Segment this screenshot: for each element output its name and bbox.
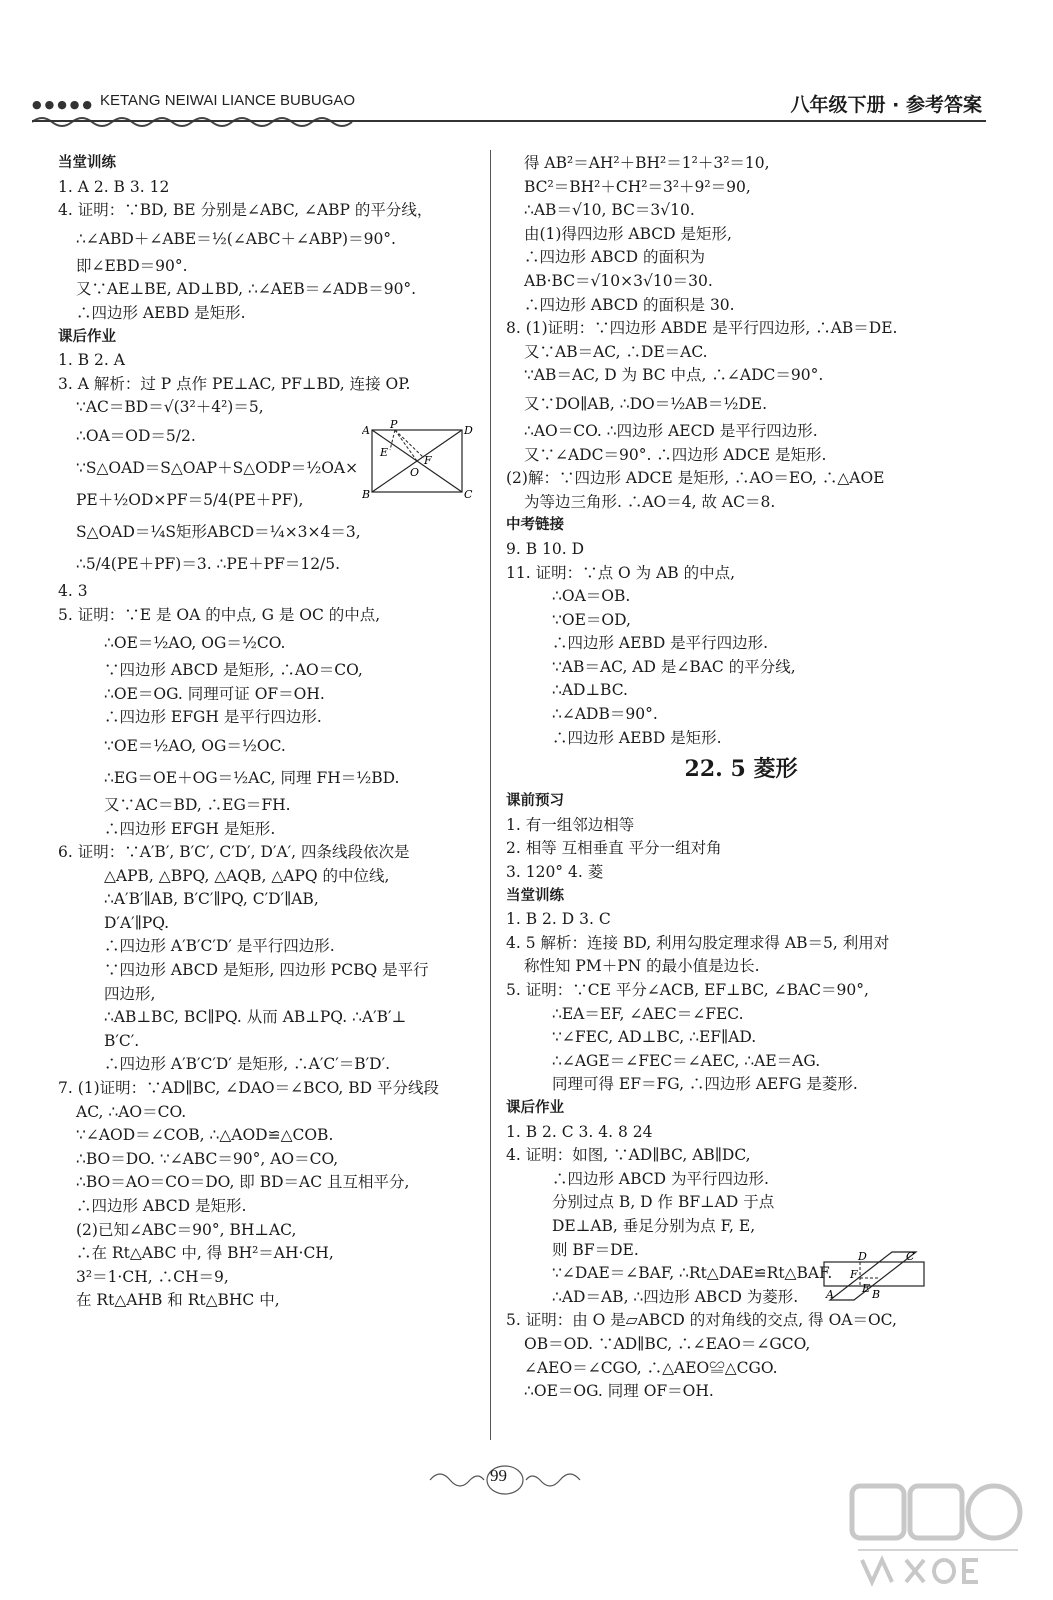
label-d2: D bbox=[858, 1250, 867, 1263]
text-line: 即∠EBD＝90°. bbox=[76, 256, 188, 275]
label-f2: F bbox=[850, 1268, 858, 1281]
text-line: 1. B 2. D 3. C bbox=[506, 910, 611, 929]
rhombus-strips-figure bbox=[820, 1248, 930, 1306]
text-line: ∴OA＝OB. bbox=[552, 587, 631, 606]
section-heading: 当堂训练 bbox=[58, 155, 116, 171]
text-line: ∴四边形 A′B′C′D′ 是平行四边形. bbox=[104, 937, 335, 956]
label-b: B bbox=[362, 488, 371, 501]
text-line: ∴在 Rt△ABC 中, 得 BH²＝AH·CH, bbox=[76, 1244, 334, 1263]
text-line: 9. B 10. D bbox=[506, 539, 585, 558]
text-line: 同理可得 EF＝FG, ∴四边形 AEFG 是菱形. bbox=[552, 1075, 858, 1094]
text-line: ∴∠ADB＝90°. bbox=[552, 705, 658, 724]
page-number bbox=[420, 1460, 590, 1500]
text-line: 5. 证明：∵CE 平分∠ACB, EF⊥BC, ∠BAC＝90°, bbox=[506, 981, 869, 999]
watermark-logo bbox=[848, 1480, 1028, 1590]
text-line: ∴四边形 EFGH 是平行四边形. bbox=[104, 708, 322, 727]
text-line: 为等边三角形. ∴AO＝4, 故 AC＝8. bbox=[524, 492, 776, 511]
section-heading: 中考链接 bbox=[506, 517, 564, 534]
text-line: PE＋½OD×PF＝5/4(PE＋PF), bbox=[76, 490, 304, 509]
text-line: ∴OE＝OG. 同理 OF＝OH. bbox=[524, 1382, 714, 1401]
text-line: ∴四边形 AEBD 是矩形. bbox=[76, 303, 246, 322]
text-line: 分别过点 B, D 作 BF⊥AD 于点 bbox=[552, 1193, 775, 1212]
text-line: 又∵AB＝AC, ∴DE＝AC. bbox=[524, 342, 708, 361]
text-line: ∴四边形 ABCD 为平行四边形. bbox=[552, 1169, 769, 1188]
text-line: 1. A 2. B 3. 12 bbox=[58, 177, 170, 196]
text-line: 又∵AC＝BD, ∴EG＝FH. bbox=[104, 795, 291, 814]
text-line: ∵AB＝AC, AD 是∠BAC 的平分线, bbox=[552, 657, 796, 676]
text-line: ∴OE＝OG. 同理可证 OF＝OH. bbox=[104, 684, 325, 703]
text-line: S△OAD＝¼S矩形ABCD＝¼×3×4＝3, bbox=[76, 522, 361, 541]
text-line: ∴四边形 ABCD 的面积为 bbox=[524, 248, 706, 267]
text-line: 得 AB²＝AH²＋BH²＝1²＋3²＝10, bbox=[524, 154, 770, 172]
rectangle-figure bbox=[362, 420, 474, 504]
text-line: 四边形, bbox=[104, 984, 156, 1003]
text-line: ∠AEO＝∠CGO, ∴△AEO≌△CGO. bbox=[524, 1358, 778, 1377]
text-line: 11. 证明：∵点 O 为 AB 的中点, bbox=[506, 563, 736, 582]
header-dots: ●●●●● bbox=[32, 98, 95, 111]
text-line: 由(1)得四边形 ABCD 是矩形, bbox=[524, 224, 732, 243]
text-line: 7. (1)证明：∵AD∥BC, ∠DAO＝∠BCO, BD 平分线段 bbox=[58, 1079, 440, 1098]
text-line: ∴AB⊥BC, BC∥PQ. 从而 AB⊥PQ. ∴A′B′⊥ bbox=[104, 1008, 407, 1027]
section-heading: 课后作业 bbox=[58, 328, 116, 345]
text-line: ∵四边形 ABCD 是矩形, 四边形 PCBQ 是平行 bbox=[104, 961, 429, 980]
text-line: ∴四边形 AEBD 是平行四边形. bbox=[552, 634, 769, 653]
text-line: 3²＝1·CH, ∴CH＝9, bbox=[76, 1267, 229, 1286]
text-line: ∴四边形 AEBD 是矩形. bbox=[552, 728, 722, 747]
text-line: 1. B 2. A bbox=[58, 351, 125, 370]
text-line: (2)已知∠ABC＝90°, BH⊥AC, bbox=[76, 1220, 297, 1239]
header-rule bbox=[32, 120, 986, 122]
text-line: ∴四边形 ABCD 是矩形. bbox=[76, 1197, 247, 1215]
text-line: ∵AC＝BD＝√(3²＋4²)＝5, bbox=[76, 398, 264, 417]
text-line: ∴BO＝AO＝CO＝DO, 即 BD＝AC 且互相平分, bbox=[76, 1173, 410, 1192]
label-d: D bbox=[464, 424, 473, 437]
text-line: 4. 证明：如图, ∵AD∥BC, AB∥DC, bbox=[506, 1146, 751, 1165]
text-line: 1. B 2. C 3. 4. 8 24 bbox=[506, 1122, 653, 1141]
text-line: ∵∠AOD＝∠COB, ∴△AOD≌△COB. bbox=[76, 1126, 334, 1145]
text-line: AB·BC＝√10×3√10＝30. bbox=[524, 271, 713, 290]
text-line: 在 Rt△AHB 和 Rt△BHC 中, bbox=[76, 1291, 280, 1310]
text-line: ∴四边形 A′B′C′D′ 是矩形, ∴A′C′＝B′D′. bbox=[104, 1055, 391, 1074]
text-line: ∴OE＝½AO, OG＝½CO. bbox=[104, 634, 286, 653]
text-line: ∵∠FEC, AD⊥BC, ∴EF∥AD. bbox=[552, 1028, 757, 1047]
header-series-title: KETANG NEIWAI LIANCE BUBUGAO bbox=[100, 92, 356, 109]
text-line: ∵AB＝AC, D 为 BC 中点, ∴∠ADC＝90°. bbox=[524, 366, 824, 385]
section-heading: 课后作业 bbox=[506, 1099, 564, 1116]
text-line: 又∵∠ADC＝90°. ∴四边形 ADCE 是矩形. bbox=[524, 445, 827, 464]
text-line: 5. 证明：∵E 是 OA 的中点, G 是 OC 的中点, bbox=[58, 605, 381, 624]
text-line: ∴AO＝CO. ∴四边形 AECD 是平行四边形. bbox=[524, 421, 818, 440]
text-line: 又∵DO∥AB, ∴DO＝½AB＝½DE. bbox=[524, 394, 768, 413]
label-a2: A bbox=[826, 1288, 834, 1301]
text-line: ∵OE＝OD, bbox=[552, 610, 631, 629]
text-line: ∴AB＝√10, BC＝3√10. bbox=[524, 201, 695, 220]
text-line: D′A′∥PQ. bbox=[104, 913, 170, 932]
text-line: ∵OE＝½AO, OG＝½OC. bbox=[104, 736, 286, 755]
page-header bbox=[32, 88, 1022, 138]
label-e: E bbox=[380, 446, 389, 459]
text-line: ∵∠DAE＝∠BAF, ∴Rt△DAE≌Rt△BAF. bbox=[552, 1264, 833, 1283]
label-o: O bbox=[410, 466, 420, 479]
text-line: ∴∠ABD＋∠ABE＝½(∠ABC＋∠ABP)＝90°. bbox=[76, 229, 396, 248]
text-line: 3. 120° 4. 菱 bbox=[506, 863, 604, 882]
chapter-title: 22. 5 菱形 bbox=[684, 756, 798, 783]
text-line: ∴四边形 EFGH 是矩形. bbox=[104, 819, 276, 838]
text-line: ∴AD＝AB, ∴四边形 ABCD 为菱形. bbox=[552, 1287, 799, 1306]
text-line: 2. 相等 互相垂直 平分一组对角 bbox=[506, 839, 722, 858]
text-line: 6. 证明：∵A′B′, B′C′, C′D′, D′A′, 四条线段依次是 bbox=[58, 843, 410, 862]
text-line: 又∵AE⊥BE, AD⊥BD, ∴∠AEB＝∠ADB＝90°. bbox=[76, 280, 417, 299]
text-line: ∴AD⊥BC. bbox=[552, 681, 628, 700]
label-c2: C bbox=[906, 1250, 915, 1263]
text-line: ∴EA＝EF, ∠AEC＝∠FEC. bbox=[552, 1004, 744, 1023]
section-heading: 当堂训练 bbox=[506, 887, 564, 904]
label-p: P bbox=[390, 420, 398, 431]
text-line: 5. 证明：由 O 是▱ABCD 的对角线的交点, 得 OA＝OC, bbox=[506, 1311, 897, 1330]
label-a: A bbox=[362, 424, 370, 437]
text-line: 1. 有一组邻边相等 bbox=[506, 815, 635, 834]
text-line: 称性知 PM＋PN 的最小值是边长. bbox=[524, 957, 760, 976]
text-line: ∴BO＝DO. ∵∠ABC＝90°, AO＝CO, bbox=[76, 1149, 339, 1168]
text-line: BC²＝BH²＋CH²＝3²＋9²＝90, bbox=[524, 177, 751, 196]
text-line: ∵S△OAD＝S△OAP＋S△ODP＝½OA× bbox=[76, 458, 359, 477]
text-line: ∴5/4(PE＋PF)＝3. ∴PE＋PF＝12/5. bbox=[76, 554, 341, 573]
text-line: OB＝OD. ∵AD∥BC, ∴∠EAO＝∠GCO, bbox=[524, 1334, 811, 1353]
label-c: C bbox=[464, 488, 473, 501]
text-line: ∴A′B′∥AB, B′C′∥PQ, C′D′∥AB, bbox=[104, 890, 319, 909]
text-line: 则 BF＝DE. bbox=[552, 1240, 639, 1259]
text-line: AC, ∴AO＝CO. bbox=[76, 1102, 187, 1121]
section-heading: 课前预习 bbox=[506, 793, 564, 810]
text-line: △APB, △BPQ, △AQB, △APQ 的中位线, bbox=[104, 866, 390, 885]
page-number-text: 99 bbox=[490, 1466, 507, 1485]
text-line: ∴四边形 ABCD 的面积是 30. bbox=[524, 295, 735, 314]
left-column bbox=[58, 152, 488, 1313]
text-line: DE⊥AB, 垂足分别为点 F, E, bbox=[552, 1216, 756, 1235]
label-f: F bbox=[424, 454, 432, 467]
text-line: ∴EG＝OE＋OG＝½AC, 同理 FH＝½BD. bbox=[104, 768, 400, 787]
text-line: ∵四边形 ABCD 是矩形, ∴AO＝CO, bbox=[104, 661, 363, 680]
text-line: ∴∠AGE＝∠FEC＝∠AEC, ∴AE＝AG. bbox=[552, 1051, 821, 1070]
text-line: 4. 证明：∵BD, BE 分别是∠ABC, ∠ABP 的平分线， bbox=[58, 201, 433, 220]
text-line: B′C′. bbox=[104, 1031, 140, 1050]
text-line: 8. (1)证明：∵四边形 ABDE 是平行四边形, ∴AB＝DE. bbox=[506, 319, 898, 338]
right-column bbox=[506, 152, 976, 1404]
text-line: 3. A 解析：过 P 点作 PE⊥AC, PF⊥BD, 连接 OP. bbox=[58, 374, 411, 393]
text-line: 4. 5 解析：连接 BD, 利用勾股定理求得 AB＝5, 利用对 bbox=[506, 933, 890, 952]
header-section-title: 八年级下册 · 参考答案 bbox=[790, 94, 982, 116]
text-line: (2)解：∵四边形 ADCE 是矩形, ∴AO＝EO, ∴△AOE bbox=[506, 469, 885, 488]
text-line: ∴OA＝OD＝5/2. bbox=[76, 426, 196, 445]
text-line: 4. 3 bbox=[58, 581, 88, 600]
label-b2: B bbox=[872, 1288, 881, 1301]
column-divider bbox=[490, 150, 491, 1440]
label-e2: E bbox=[862, 1282, 871, 1295]
